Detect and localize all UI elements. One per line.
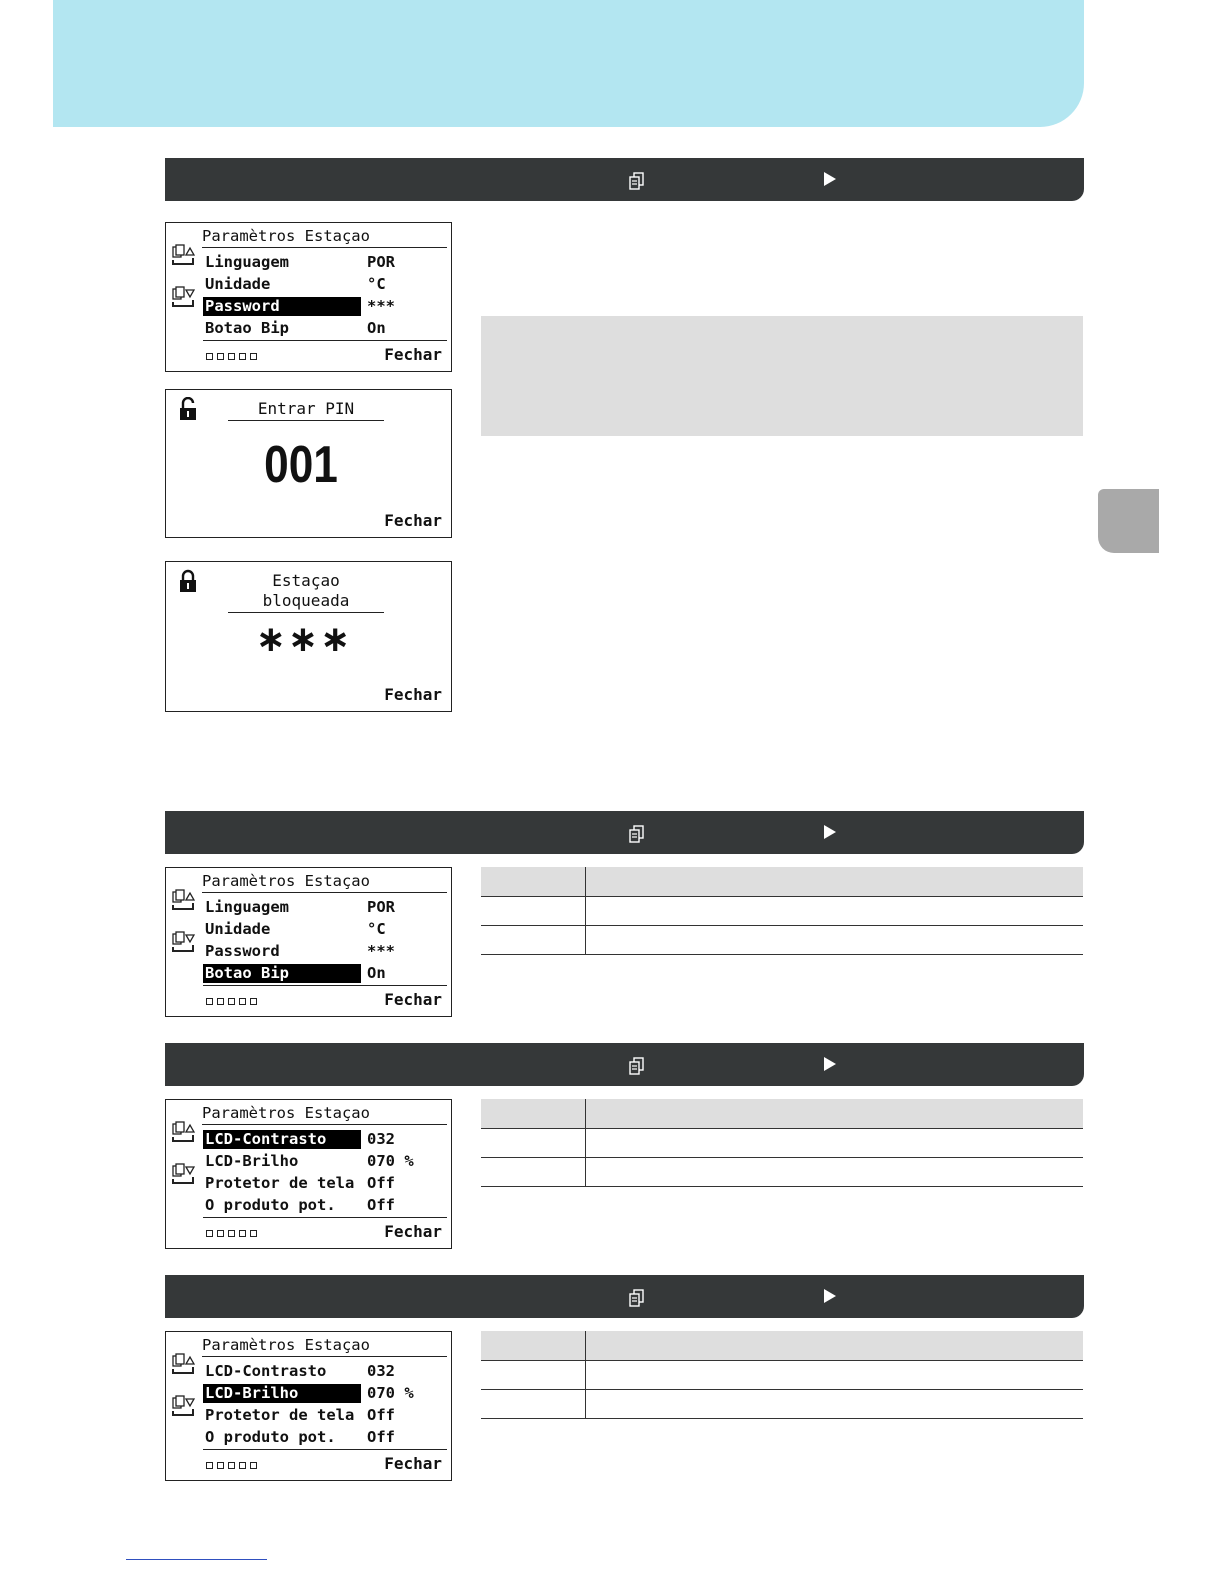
menu-item-unit: Unidade	[205, 275, 271, 293]
spec-table-button-beep	[481, 867, 1083, 955]
close-label: Fechar	[384, 511, 442, 530]
menu-item-lcd-contrast-selected: LCD-Contrasto	[203, 1130, 361, 1149]
lcd-menu-button-beep	[165, 867, 452, 1017]
menu-value-password: ***	[367, 942, 395, 960]
menu-item-lcd-contrast: LCD-Contrasto	[205, 1362, 327, 1380]
page-indicator	[206, 353, 257, 360]
scroll-down-icon	[171, 931, 195, 955]
menu-value-lcd-contrast: 032	[367, 1362, 395, 1380]
popup-title: Entrar PIN	[228, 399, 384, 421]
play-arrow-icon	[824, 1057, 836, 1071]
spec-table-header	[481, 1099, 1083, 1129]
table-row	[481, 926, 1083, 955]
menu-title: Paramètros Estaçao	[202, 872, 447, 893]
scroll-up-icon	[171, 889, 195, 913]
close-label: Fechar	[384, 990, 442, 1009]
menu-item-language: Linguagem	[205, 253, 289, 271]
unlock-icon	[178, 397, 198, 421]
menu-item-button-beep-selected: Botao Bip	[203, 964, 361, 983]
menu-divider	[203, 1217, 447, 1218]
menu-item-lcd-brightness: LCD-Brilho	[205, 1152, 299, 1170]
section-bar-lcd-contrast	[165, 1043, 1084, 1086]
menu-divider	[203, 340, 447, 341]
menu-item-screensaver: Protetor de tela	[205, 1174, 355, 1192]
menu-item-power-product: O produto pot.	[205, 1428, 336, 1446]
footnote-rule	[126, 1559, 267, 1560]
scroll-up-icon	[171, 244, 195, 268]
table-row	[481, 1361, 1083, 1390]
table-row	[481, 1129, 1083, 1158]
play-arrow-icon	[824, 825, 836, 839]
menu-value-lcd-brightness: 070 %	[367, 1152, 414, 1170]
lcd-menu-lcd-contrast	[165, 1099, 452, 1249]
play-arrow-icon	[824, 1289, 836, 1303]
menu-value-language: POR	[367, 898, 395, 916]
page-indicator	[206, 1230, 257, 1237]
play-arrow-icon	[824, 172, 836, 186]
menu-item-button-beep: Botao Bip	[205, 319, 289, 337]
scroll-up-icon	[171, 1121, 195, 1145]
lock-icon	[178, 569, 198, 593]
lcd-menu-lcd-brightness	[165, 1331, 452, 1481]
menu-value-lcd-brightness: 070 %	[367, 1384, 414, 1402]
menu-value-unit: °C	[367, 275, 386, 293]
close-label: Fechar	[384, 685, 442, 704]
spec-table-header	[481, 1331, 1083, 1361]
menu-value-password: ***	[367, 297, 395, 315]
menu-value-lcd-contrast: 032	[367, 1130, 395, 1148]
menu-pages-icon	[629, 1289, 645, 1307]
section-bar-password	[165, 158, 1084, 201]
popup-title: Estaçao bloqueada	[228, 571, 384, 613]
menu-value-power-product: Off	[367, 1196, 395, 1214]
menu-value-power-product: Off	[367, 1428, 395, 1446]
menu-pages-icon	[629, 172, 645, 190]
menu-divider	[203, 985, 447, 986]
menu-value-button-beep: On	[367, 319, 386, 337]
menu-pages-icon	[629, 825, 645, 843]
scroll-down-icon	[171, 1163, 195, 1187]
spec-table-header	[481, 867, 1083, 897]
close-label: Fechar	[384, 1222, 442, 1241]
note-panel	[481, 316, 1083, 436]
spec-table-lcd-brightness	[481, 1331, 1083, 1419]
page-indicator	[206, 998, 257, 1005]
menu-title: Paramètros Estaçao	[202, 1104, 447, 1125]
menu-item-power-product: O produto pot.	[205, 1196, 336, 1214]
menu-value-screensaver: Off	[367, 1406, 395, 1424]
chapter-tab	[1098, 489, 1159, 553]
menu-item-unit: Unidade	[205, 920, 271, 938]
lcd-station-locked	[165, 561, 452, 712]
scroll-down-icon	[171, 1395, 195, 1419]
page-indicator	[206, 1462, 257, 1469]
locked-pin-mask: ∗∗∗	[255, 619, 353, 660]
menu-title: Paramètros Estaçao	[202, 1336, 447, 1357]
menu-pages-icon	[629, 1057, 645, 1075]
menu-divider	[203, 1449, 447, 1450]
menu-item-password-selected: Password	[203, 297, 361, 316]
scroll-up-icon	[171, 1353, 195, 1377]
menu-value-language: POR	[367, 253, 395, 271]
pin-value: 001	[264, 436, 338, 494]
close-label: Fechar	[384, 1454, 442, 1473]
section-bar-button-beep	[165, 811, 1084, 854]
spec-table-lcd-contrast	[481, 1099, 1083, 1187]
menu-value-unit: °C	[367, 920, 386, 938]
section-bar-lcd-brightness	[165, 1275, 1084, 1318]
close-label: Fechar	[384, 345, 442, 364]
menu-item-lcd-brightness-selected: LCD-Brilho	[203, 1384, 361, 1403]
scroll-down-icon	[171, 286, 195, 310]
menu-value-screensaver: Off	[367, 1174, 395, 1192]
menu-value-button-beep: On	[367, 964, 386, 982]
lcd-menu-password	[165, 222, 452, 372]
lcd-enter-pin	[165, 389, 452, 538]
menu-item-password: Password	[205, 942, 280, 960]
table-row	[481, 1158, 1083, 1187]
menu-item-screensaver: Protetor de tela	[205, 1406, 355, 1424]
menu-item-language: Linguagem	[205, 898, 289, 916]
menu-title: Paramètros Estaçao	[202, 227, 447, 248]
header-band	[53, 0, 1084, 127]
table-row	[481, 897, 1083, 926]
table-row	[481, 1390, 1083, 1419]
